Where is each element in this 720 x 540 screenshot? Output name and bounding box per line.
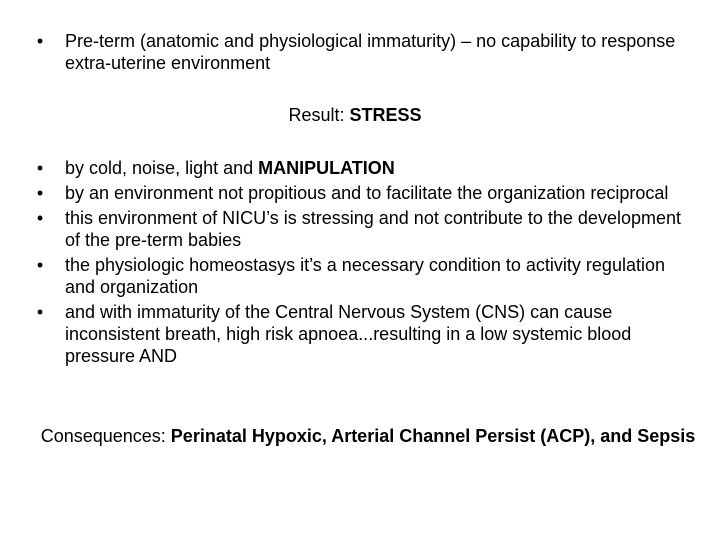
intro-text: Pre-term (anatomic and physiological immaturity) – no capability to response extra-uterine environment [65,31,676,73]
consequences-value: Perinatal Hypoxic, Arterial Channel Persist (ACP), and Sepsis [170,426,696,446]
list-item [30,182,690,204]
bullet-icon: • [36,183,44,203]
bullet-icon: • [36,255,44,275]
bullet-icon: • [36,302,44,322]
list-item [30,254,690,298]
list-item-text: the physiologic homeostasys it’s a necessary condition to activity regulation and organization [65,255,665,297]
bullet-icon: • [36,208,44,228]
intro-item [30,30,690,74]
list-item-text: by an environment not propitious and to facilitate the organization reciprocal [65,183,669,203]
bullet-icon: • [36,158,44,178]
list-item-text: this environment of NICU’s is stressing and not contribute to the development of the pre-term babies [65,208,681,250]
list-item [30,207,690,251]
stress-causes-list [30,157,690,370]
result-value: STRESS [349,105,422,125]
consequences-line [30,425,706,447]
result-label: Result: [288,105,350,125]
bullet-icon: • [36,31,44,51]
list-item-text: by cold, noise, light and [65,158,259,178]
list-item [30,301,690,367]
list-item-text: and with immaturity of the Central Nervous System (CNS) can cause inconsistent breath, high risk apnoea...resulting in a low systemic blood pressure AND [65,302,632,366]
intro-list [30,30,690,74]
result-line [0,104,710,126]
list-item [30,157,690,179]
consequences-label: Consequences: [40,426,171,446]
list-item-emphasis: MANIPULATION [258,158,395,178]
